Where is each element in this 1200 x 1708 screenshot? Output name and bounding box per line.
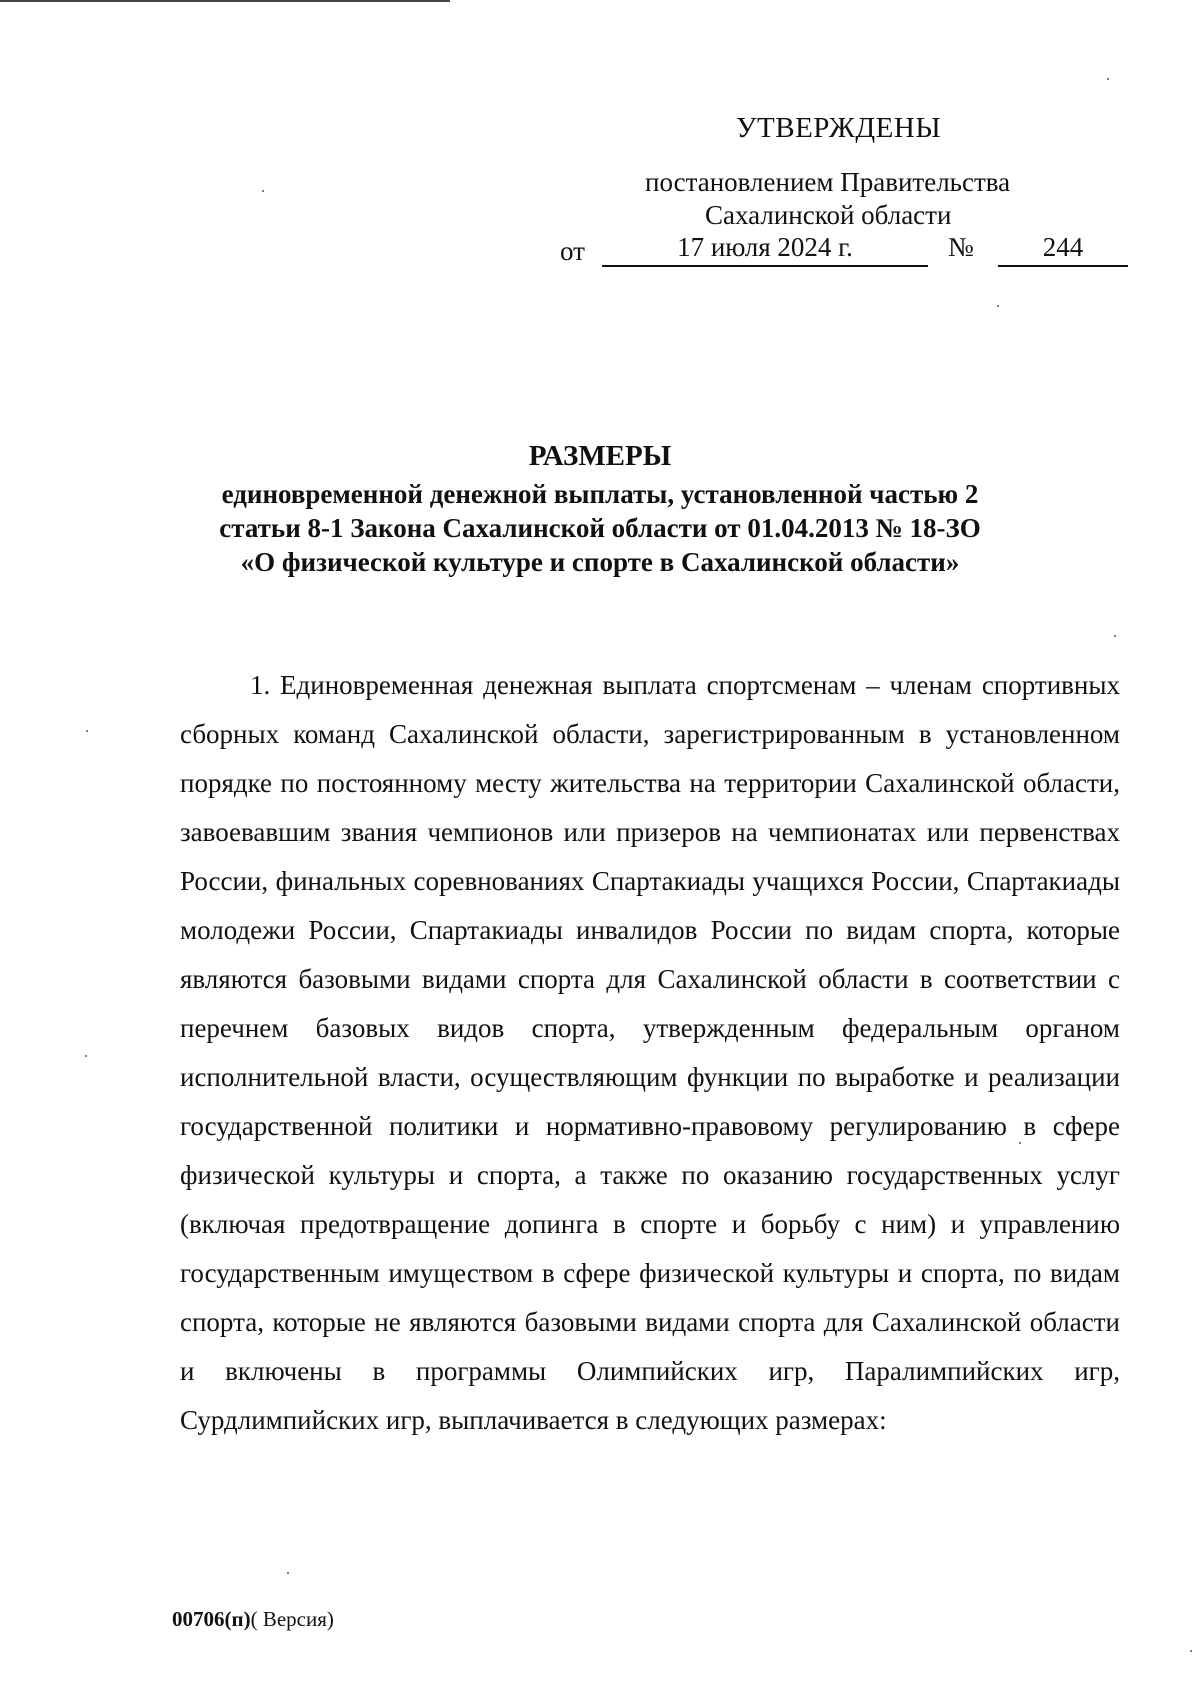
scan-edge-line [0,0,450,2]
from-label: от [560,236,585,266]
document-title: РАЗМЕРЫ [528,440,672,472]
scan-speck [85,1055,87,1057]
scan-speck [86,730,88,732]
footer-document-code [172,1607,334,1632]
approved-region-line: Сахалинской области [705,200,952,230]
document-subtitle-line-2: статьи 8-1 Закона Сахалинской области от 01.04.2013 № 18-ЗО [219,513,981,543]
scan-speck [262,190,264,192]
approval-date-row [560,232,1140,272]
footer-code-number: 00706(п) [172,1607,251,1631]
approval-date: 17 июля 2024 г. [602,232,928,267]
scan-speck [287,1572,289,1574]
scan-speck [1019,1142,1021,1144]
body-paragraph-1: 1. Единовременная денежная выплата спортсменам – членам спортивных сборных команд Сахалинской области, зарегистрированным в установленном порядке по постоянному месту жительства на территории Сахалинской области, завоевавшим звания чемпионов или призеров на чемпионатах или первенствах России, финальных соревнованиях Спартакиады учащихся России, Спартакиады молодежи России, Спартакиады инвалидов России по видам спорта, которые являются базовыми видами спорта для Сахалинской области в соответствии с перечнем базовых видов спорта, утвержденным федеральным органом исполнительной власти, осуществляющим функции по выработке и реализации государственной политики и нормативно-правовому регулированию в сфере физической культуры и спорта, а также по оказанию государственных услуг (включая предотвращение допинга в спорте и борьбу с ним) и управлению государственным имуществом в сфере физической культуры и спорта, по видам спорта, которые не являются базовыми видами спорта для Сахалинской области и включены в программы Олимпийских игр, Паралимпийских игр, Сурдлимпийских игр, выплачивается в следующих размерах: [180,670,1120,1435]
approval-number: 244 [998,232,1128,267]
scan-speck [997,305,999,307]
document-subtitle-line-3: «О физической культуре и спорте в Сахалинской области» [240,547,960,577]
scan-speck [1190,1650,1192,1652]
approved-by-line: постановлением Правительства [645,167,1011,197]
footer-version: ( Версия) [250,1607,334,1631]
scan-speck [1107,78,1109,80]
number-label: № [948,232,974,262]
document-title-block [180,440,1020,579]
approved-heading: УТВЕРЖДЕНЫ [736,112,942,144]
document-subtitle-line-1: единовременной денежной выплаты, установленной частью 2 [221,479,979,509]
scan-speck [1114,635,1116,637]
